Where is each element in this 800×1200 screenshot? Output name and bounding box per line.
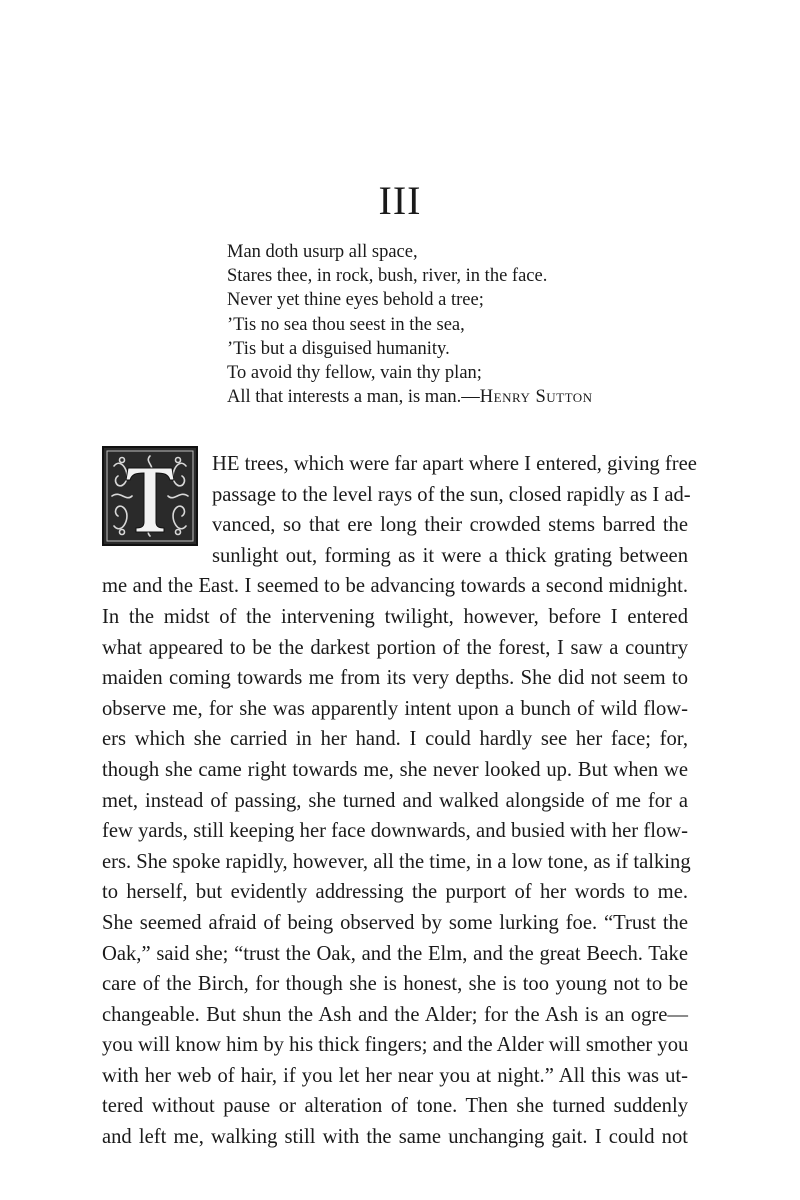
epigraph-attribution: Henry Sutton bbox=[479, 387, 593, 408]
body-line: vanced, so that ere long their crowded stems barred the bbox=[212, 514, 688, 537]
epigraph-line: Never yet thine eyes behold a tree; bbox=[227, 290, 484, 311]
body-line: ers which she carried in her hand. I could hardly see her face; for, bbox=[102, 728, 688, 751]
body-line: few yards, still keeping her face downwards, and busied with her flow- bbox=[102, 820, 688, 843]
body-line: care of the Birch, for though she is honest, she is too young not to be bbox=[102, 973, 688, 996]
epigraph-line: ’Tis no sea thou seest in the sea, bbox=[227, 314, 465, 335]
body-line: though she came right towards me, she never looked up. But when we bbox=[102, 758, 688, 781]
body-line: passage to the level rays of the sun, closed rapidly as I ad- bbox=[212, 483, 691, 506]
body-line: observe me, for she was apparently intent upon a bunch of wild flow- bbox=[102, 697, 688, 720]
epigraph-line: All that interests a man, is man.— bbox=[227, 387, 480, 408]
body-line: HE trees, which were far apart where I entered, giving free bbox=[212, 453, 697, 475]
body-line: ers. She spoke rapidly, however, all the time, in a low tone, as if talking bbox=[102, 850, 691, 873]
epigraph-line: ’Tis but a disguised humanity. bbox=[227, 338, 450, 359]
epigraph bbox=[227, 240, 687, 409]
body-line: me and the East. I seemed to be advancing towards a second midnight. bbox=[102, 575, 688, 598]
body-line: maiden coming towards me from its very depths. She did not seem to bbox=[102, 667, 688, 690]
body-paragraph bbox=[102, 449, 697, 1153]
body-line: and left me, walking still with the same unchanging gait. I could not bbox=[102, 1126, 688, 1149]
body-line: what appeared to be the darkest portion of the forest, I saw a country bbox=[102, 636, 688, 659]
body-line: you will know him by his thick fingers; and the Alder will smother you bbox=[102, 1034, 689, 1057]
body-line: met, instead of passing, she turned and walked alongside of me for a bbox=[102, 789, 688, 812]
body-line: to herself, but evidently addressing the purport of her words to me. bbox=[102, 881, 688, 904]
body-line: In the midst of the intervening twilight, however, before I entered bbox=[102, 605, 688, 628]
body-line: sunlight out, forming as it were a thick grating between bbox=[212, 544, 688, 567]
epigraph-last-line bbox=[227, 385, 687, 409]
epigraph-line: Stares thee, in rock, bush, river, in the face. bbox=[227, 266, 548, 287]
epigraph-line: To avoid thy fellow, vain thy plan; bbox=[227, 363, 482, 384]
epigraph-line: Man doth usurp all space, bbox=[227, 242, 418, 262]
body-line: She seemed afraid of being observed by some lurking foe. “Trust the bbox=[102, 911, 688, 934]
body-line: Oak,” said she; “trust the Oak, and the Elm, and the great Beech. Take bbox=[102, 942, 688, 965]
body-line: changeable. But shun the Ash and the Alder; for the Ash is an ogre— bbox=[102, 1003, 688, 1026]
body-line: tered without pause or alteration of tone. Then she turned suddenly bbox=[102, 1095, 688, 1118]
body-line: with her web of hair, if you let her near you at night.” All this was ut- bbox=[102, 1064, 688, 1087]
chapter-heading: III bbox=[378, 178, 422, 223]
